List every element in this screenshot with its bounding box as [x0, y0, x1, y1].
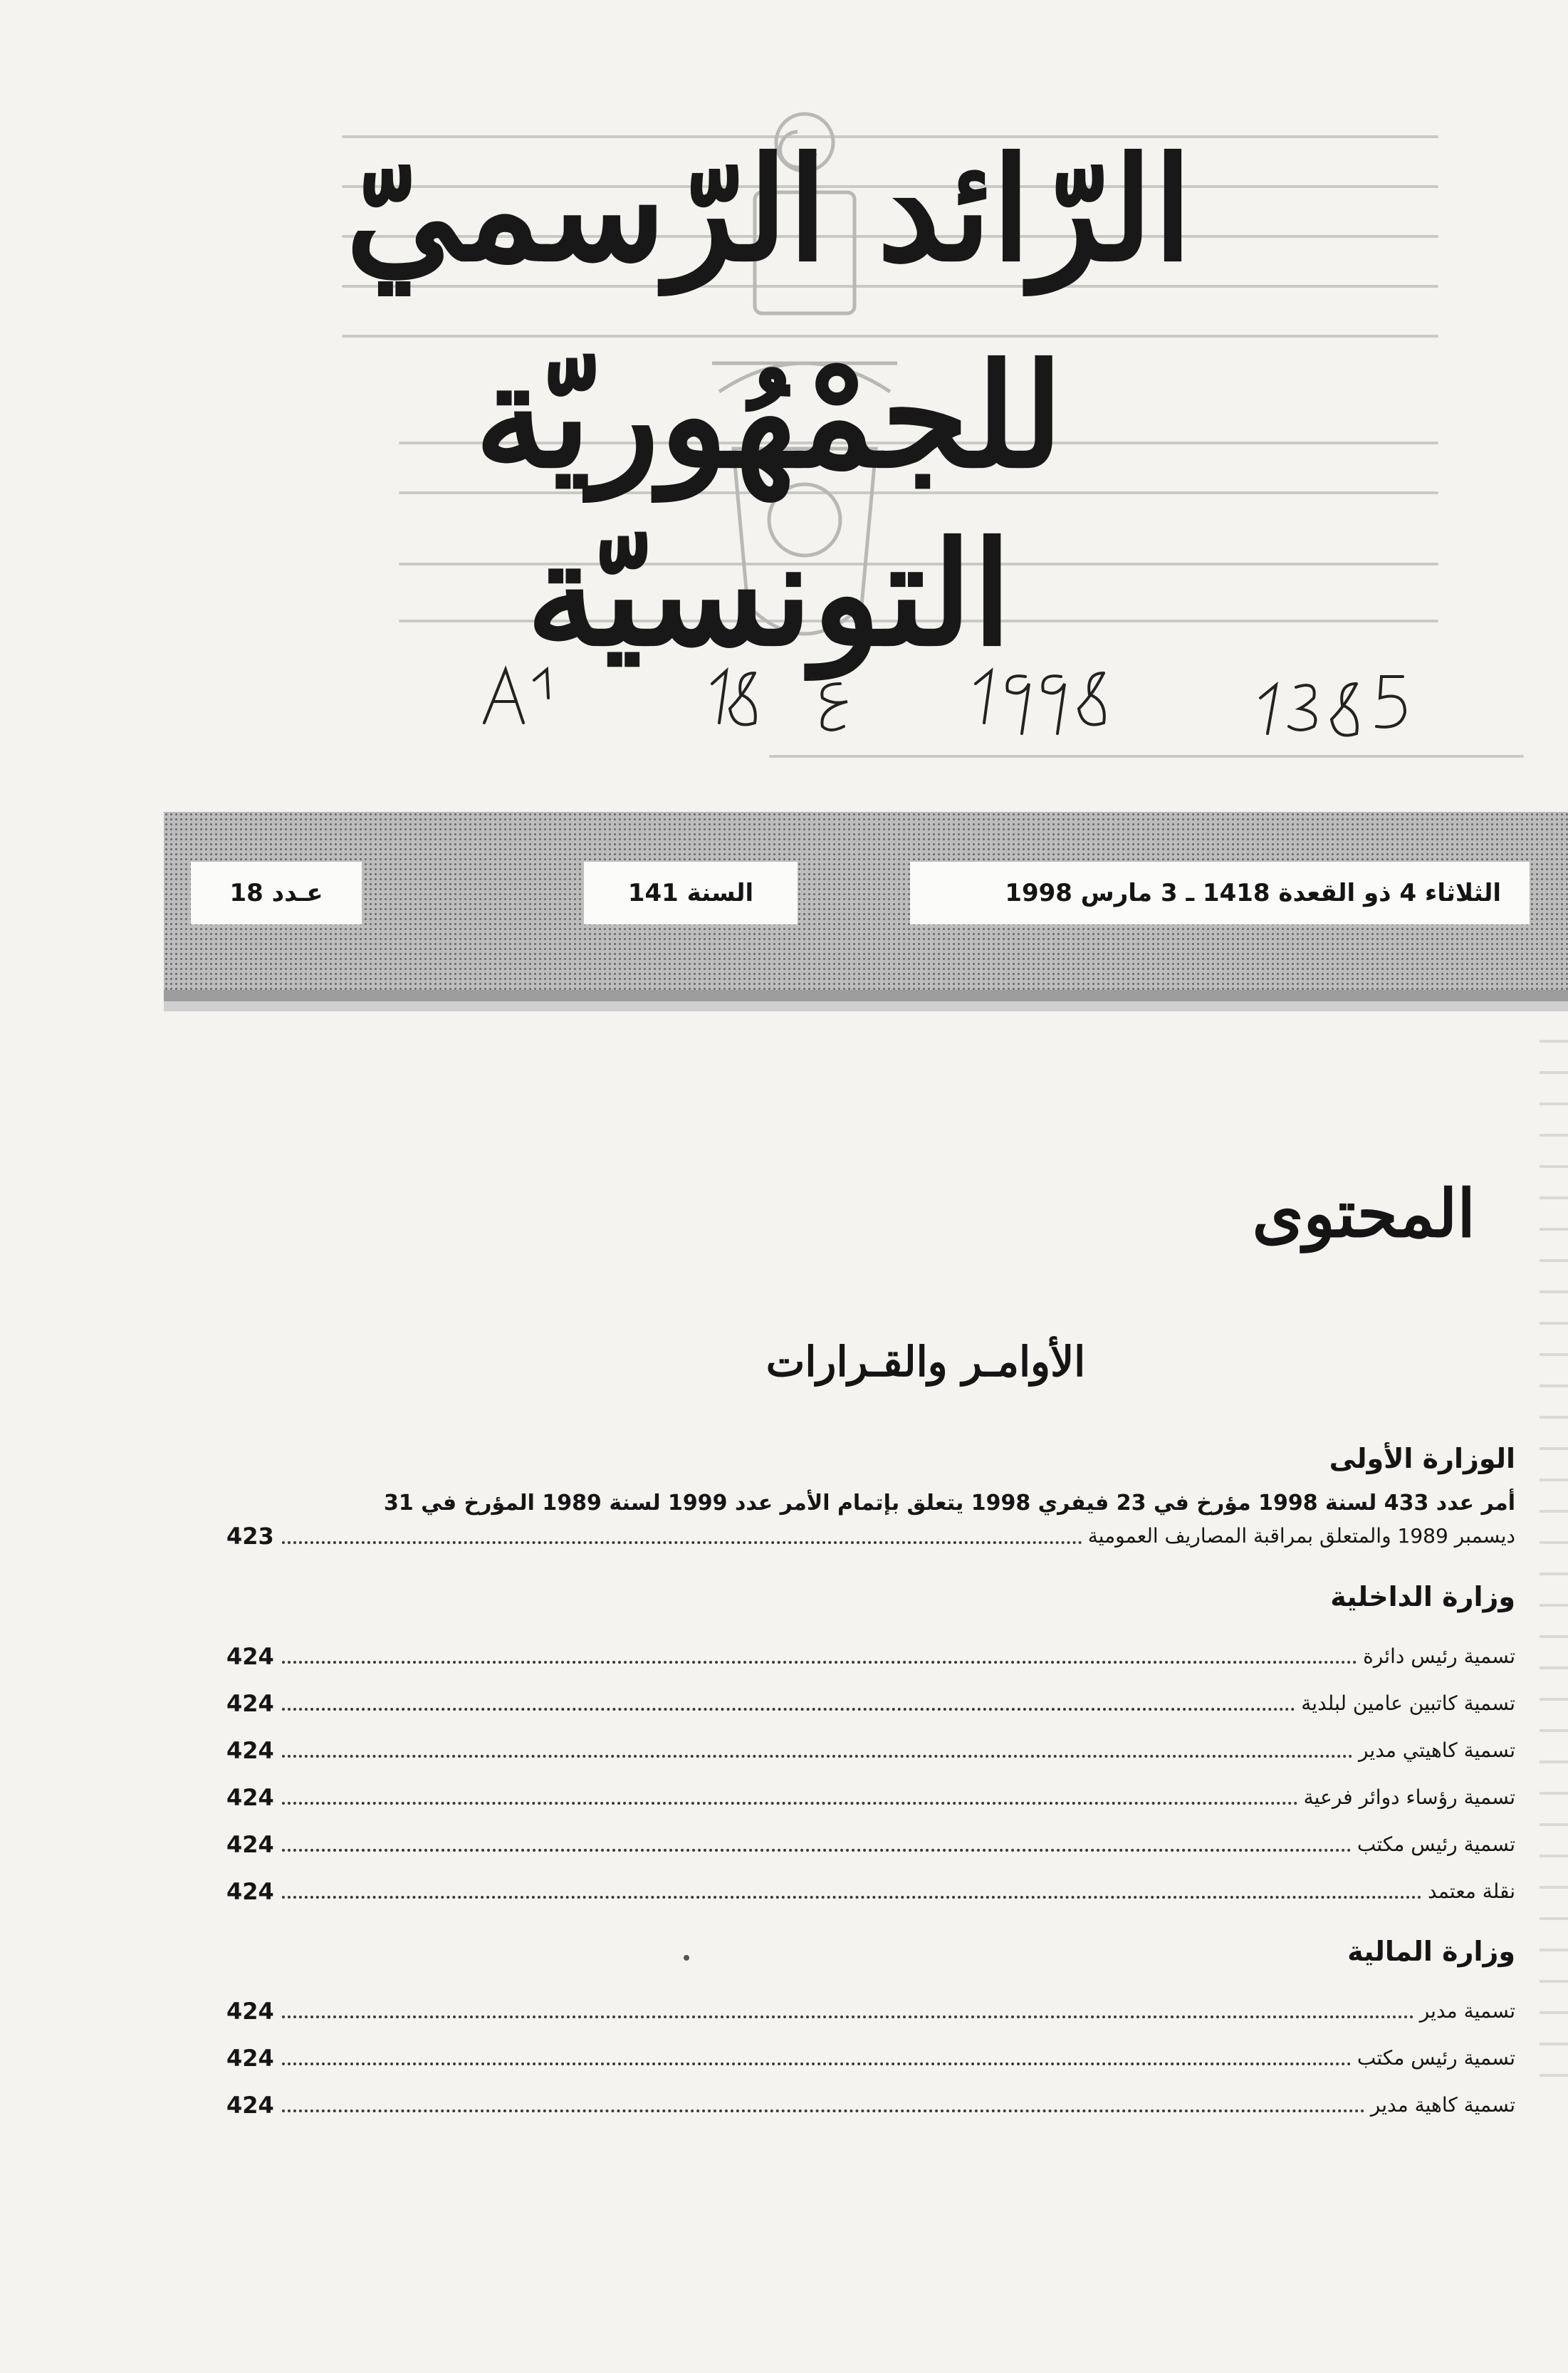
- page-number: 423: [226, 1523, 274, 1550]
- issue-date: الثلاثاء 4 ذو القعدة 1418 ـ 3 مارس 1998: [910, 862, 1530, 924]
- toc-entry[interactable]: [226, 1625, 1515, 1672]
- masthead-title-line1: الرّائد الرّسميّ: [345, 126, 1193, 293]
- dot-leader: [282, 2015, 1414, 2018]
- page-number: 424: [226, 1831, 274, 1858]
- page-number: 424: [226, 1643, 274, 1670]
- dot-leader: [282, 2109, 1365, 2112]
- toc-entry[interactable]: [226, 2027, 1515, 2074]
- orders-decisions-heading: الأوامـر والقـرارات: [765, 1337, 1086, 1386]
- page-number: 424: [226, 1878, 274, 1905]
- toc-entry[interactable]: [226, 1672, 1515, 1719]
- toc-entry-title: نقلة معتمد: [1428, 1879, 1515, 1903]
- contents-heading: المحتوى: [1252, 1175, 1475, 1252]
- handwritten-annotation: [441, 655, 1510, 741]
- toc-entry[interactable]: [226, 1813, 1515, 1860]
- page-number: 424: [226, 1784, 274, 1811]
- ink-speck: [684, 1955, 689, 1961]
- page-number: 424: [226, 1737, 274, 1764]
- toc-entry-title: تسمية رؤساء دوائر فرعية: [1303, 1785, 1515, 1809]
- page-number: 424: [226, 2045, 274, 2072]
- toc-entry[interactable]: [226, 1766, 1515, 1813]
- toc-entry[interactable]: [226, 1980, 1515, 2027]
- issue-info-band: [164, 812, 1568, 990]
- toc-entry-title: تسمية كاتبين عامين لبلدية: [1301, 1691, 1515, 1715]
- dot-leader: [282, 1541, 1082, 1544]
- table-of-contents: [226, 1424, 1515, 2121]
- page-edge-bleed: [1540, 1011, 1568, 2080]
- decree-entry-line2: ديسمبر 1989 والمتعلق بمراقبة المصاريف العمومية: [1087, 1524, 1515, 1548]
- dot-leader: [282, 1708, 1295, 1711]
- page-number: 424: [226, 1998, 274, 2025]
- page-number: 424: [226, 1690, 274, 1717]
- dot-leader: [282, 1755, 1353, 1758]
- toc-entry-title: تسمية مدير: [1419, 1999, 1515, 2023]
- toc-entry-title: تسمية كاهية مدير: [1370, 2093, 1515, 2117]
- publication-year: السنة 141: [584, 862, 798, 924]
- dot-leader: [282, 1802, 1298, 1805]
- toc-entry-title: تسمية رئيس مكتب: [1357, 1832, 1515, 1856]
- decree-entry-line1: أمر عدد 433 لسنة 1998 مؤرخ في 23 فيفري 1998 يتعلق بإتمام الأمر عدد 1999 لسنة 1989 المؤرخ في 31: [383, 1491, 1515, 1516]
- dot-leader: [282, 1661, 1357, 1664]
- toc-entry-title: تسمية رئيس مكتب: [1357, 2046, 1515, 2070]
- dot-leader: [282, 1896, 1422, 1899]
- page-number: 424: [226, 2092, 274, 2119]
- decree-entry-line2-row[interactable]: [226, 1520, 1515, 1553]
- ministry-heading: وزارة الداخلية: [1330, 1581, 1515, 1612]
- toc-entry[interactable]: [226, 1719, 1515, 1766]
- bleed-through-line: [769, 755, 1524, 758]
- toc-entry[interactable]: [226, 2074, 1515, 2121]
- issue-number: عـدد 18: [191, 862, 362, 924]
- toc-entry[interactable]: [226, 1860, 1515, 1907]
- toc-entry-title: تسمية رئيس دائرة: [1363, 1644, 1515, 1668]
- dot-leader: [282, 2062, 1352, 2065]
- toc-entry-title: تسمية كاهيتي مدير: [1358, 1738, 1515, 1762]
- ministry-heading: وزارة المالية: [1347, 1936, 1515, 1967]
- ministry-heading: الوزارة الأولى: [1329, 1443, 1515, 1474]
- newspaper-masthead: [271, 121, 1268, 684]
- dot-leader: [282, 1849, 1352, 1852]
- masthead-title-line2: للجمْهُوريّة التونسيّة: [474, 333, 1064, 678]
